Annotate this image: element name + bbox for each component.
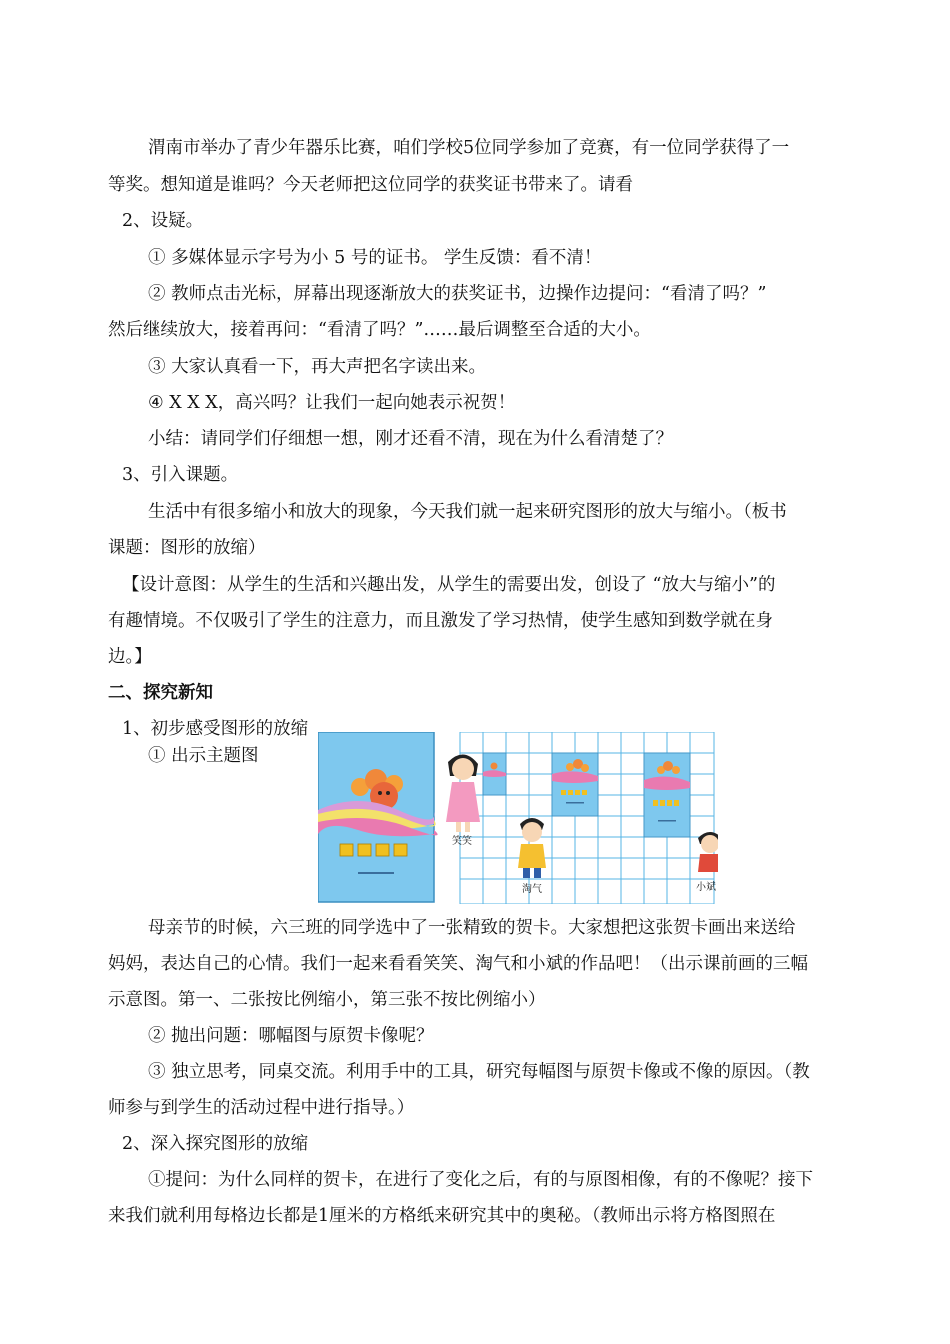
paragraph-line: 示意图。第一、二张按比例缩小，第三张不按比例缩小） bbox=[108, 990, 546, 1010]
list-item: ② 抛出问题：哪幅图与原贺卡像呢？ bbox=[148, 1026, 434, 1046]
list-item: ③ 独立思考，同桌交流。利用手中的工具，研究每幅图与原贺卡像或不像的原因。（教 bbox=[148, 1062, 810, 1082]
label-taoqi: 淘气 bbox=[522, 884, 542, 895]
section-heading: 1、初步感受图形的放缩 bbox=[122, 719, 309, 739]
medium-card bbox=[552, 753, 598, 816]
boy-xiaobin-figure bbox=[696, 832, 718, 893]
list-item: ① 出示主题图 bbox=[148, 746, 259, 766]
summary-text: 小结：请同学们仔细想一想，刚才还看不清，现在为什么看清楚了？ bbox=[148, 429, 673, 449]
section-heading: 3、引入课题。 bbox=[122, 465, 239, 485]
section-heading: 2、深入探究图形的放缩 bbox=[122, 1134, 309, 1154]
small-card bbox=[483, 753, 506, 795]
paragraph-line: 母亲节的时候，六三班的同学选中了一张精致的贺卡。大家想把这张贺卡画出来送给 bbox=[148, 918, 796, 938]
original-card bbox=[318, 732, 438, 902]
section-title: 二、探究新知 bbox=[108, 683, 213, 703]
list-item: ① 多媒体显示字号为小 5 号的证书。 学生反馈：看不清！ bbox=[148, 248, 602, 268]
label-xiaoxiao: 笑笑 bbox=[452, 836, 472, 847]
paragraph-line: 来我们就利用每格边长都是1厘米的方格纸来研究其中的奥秘。（教师出示将方格图照在 bbox=[108, 1206, 776, 1226]
list-item: ①提问：为什么同样的贺卡，在进行了变化之后，有的与原图相像，有的不像呢？接下 bbox=[148, 1170, 813, 1190]
design-intent: 【设计意图：从学生的生活和兴趣出发，从学生的需要出发，创设了 “放大与缩小”的 bbox=[122, 575, 776, 595]
paragraph-line: 等奖。想知道是谁吗？今天老师把这位同学的获奖证书带来了。请看 bbox=[108, 175, 633, 195]
tall-card bbox=[644, 753, 690, 837]
design-intent: 边。】 bbox=[108, 647, 152, 667]
paragraph-line: 妈妈，表达自己的心情。我们一起来看看笑笑、淘气和小斌的作品吧！（出示课前画的三幅 bbox=[108, 954, 808, 974]
section-heading: 2、设疑。 bbox=[122, 211, 204, 231]
theme-illustration bbox=[318, 732, 718, 904]
boy-taoqi-figure bbox=[518, 818, 546, 895]
label-xiaobin: 小斌 bbox=[696, 882, 716, 893]
paragraph-line: 课题：图形的放缩） bbox=[108, 538, 266, 558]
paragraph-line: 渭南市举办了青少年器乐比赛，咱们学校5位同学参加了竞赛，有一位同学获得了一 bbox=[148, 138, 790, 158]
list-item: ② 教师点击光标，屏幕出现逐渐放大的获奖证书，边操作边提问：“看清了吗？” bbox=[148, 284, 767, 304]
paragraph-line: 师参与到学生的活动过程中进行指导。） bbox=[108, 1098, 415, 1118]
design-intent: 有趣情境。不仅吸引了学生的注意力，而且激发了学习热情，使学生感知到数学就在身 bbox=[108, 611, 773, 631]
paragraph-line: 然后继续放大，接着再问：“看清了吗？”……最后调整至合适的大小。 bbox=[108, 320, 651, 340]
list-item: ③ 大家认真看一下，再大声把名字读出来。 bbox=[148, 357, 487, 377]
list-item: ④ X X X，高兴吗？让我们一起向她表示祝贺！ bbox=[148, 393, 516, 413]
paragraph-line: 生活中有很多缩小和放大的现象，今天我们就一起来研究图形的放大与缩小。（板书 bbox=[148, 502, 787, 522]
